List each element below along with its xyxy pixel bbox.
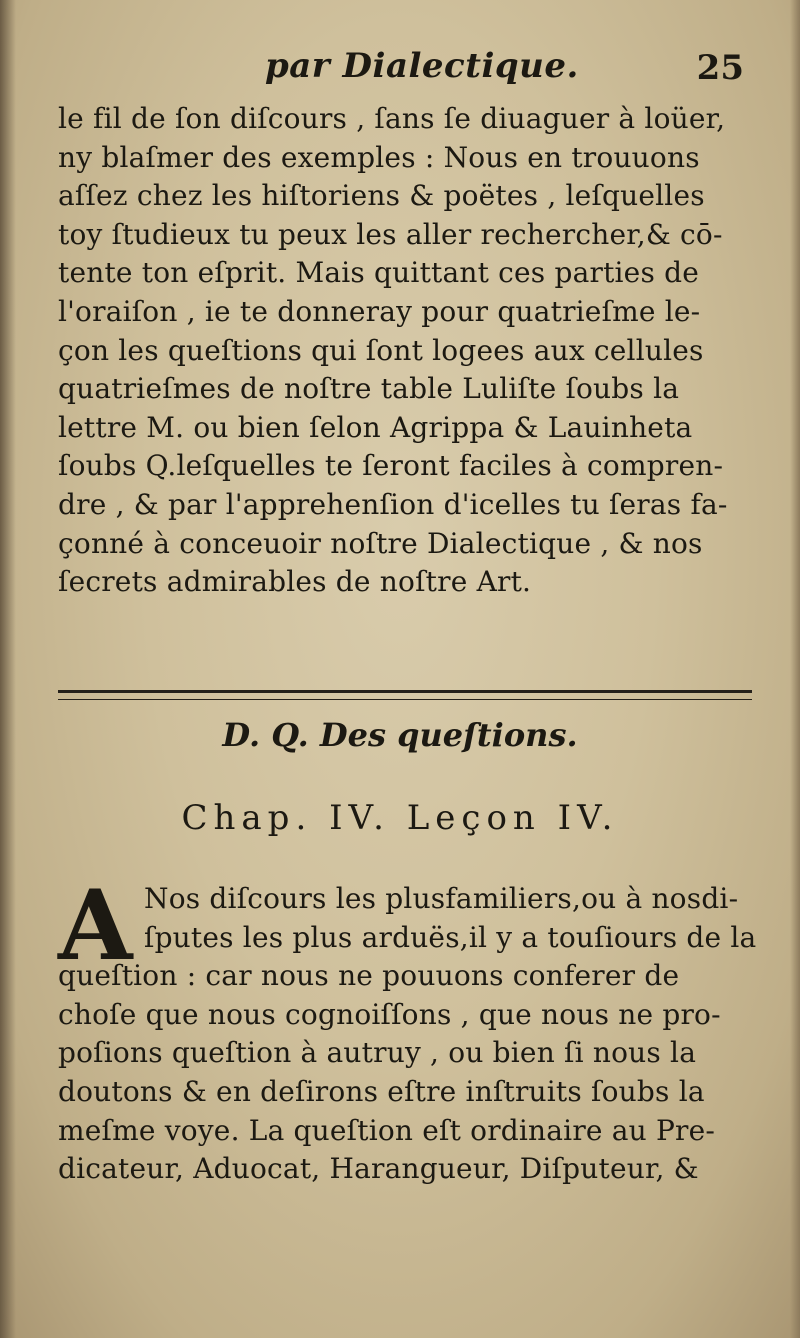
text-line: dicateur, Aduocat, Harangueur, Diſputeur, & bbox=[58, 1152, 699, 1186]
running-head: par Dialectique. bbox=[265, 46, 579, 86]
text-line: ſoubs Q.leſquelles te ſeront faciles à compren- bbox=[58, 449, 724, 483]
text-line: çon les queſtions qui ſont logees aux cellules bbox=[58, 333, 704, 367]
text-line: doutons & en deſirons eſtre inſtruits ſoubs la bbox=[58, 1074, 705, 1108]
text-line: dre , & par l'apprehenſion d'icelles tu ſeras fa- bbox=[58, 487, 728, 521]
text-line: le fil de ſon diſcours , ſans ſe diuaguer à loüer, bbox=[58, 102, 726, 135]
chapter-heading: Chap. IV. Leçon IV. bbox=[181, 798, 619, 838]
text-line: tente ton eſprit. Mais quittant ces parties de bbox=[58, 256, 700, 290]
text-line: toy ſtudieux tu peux les aller rechercher,& cō- bbox=[58, 217, 723, 251]
text-line: ny blaſmer des exemples : Nous en trouuons bbox=[58, 140, 700, 174]
text-line: Nos diſcours les plusfamiliers,ou à nosdi- bbox=[144, 882, 739, 915]
text-line: queſtion : car nous ne pouuons conferer de bbox=[58, 959, 680, 993]
drop-cap: A bbox=[58, 869, 133, 982]
text-line: ſputes les plus arduës,il y a touſiours de la bbox=[144, 920, 757, 954]
text-line: aſſez chez les hiſtoriens & poëtes , leſquelles bbox=[58, 179, 705, 213]
body-paragraph bbox=[58, 100, 758, 602]
page-header bbox=[60, 46, 750, 96]
text-line: çonné à conceuoir noſtre Dialectique , & nos bbox=[58, 526, 703, 560]
text-line: quatrieſmes de noſtre table Luliſte ſoubs la bbox=[58, 372, 680, 406]
text-line: meſme voye. La queſtion eſt ordinaire au Pre- bbox=[58, 1113, 716, 1147]
chapter-paragraph bbox=[58, 869, 758, 1189]
section-divider bbox=[58, 690, 752, 700]
page-number: 25 bbox=[696, 48, 744, 88]
text-line: l'oraiſon , ie te donneray pour quatrieſme le- bbox=[58, 294, 701, 328]
section-title: D. Q. Des queſtions. bbox=[222, 716, 578, 754]
text-line: lettre M. ou bien ſelon Agrippa & Lauinheta bbox=[58, 410, 693, 444]
text-line: ſecrets admirables de noſtre Art. bbox=[58, 565, 532, 599]
text-line: poſions queſtion à autruy , ou bien ſi nous la bbox=[58, 1036, 697, 1070]
text-line: choſe que nous cognoiſſons , que nous ne pro- bbox=[58, 997, 721, 1031]
